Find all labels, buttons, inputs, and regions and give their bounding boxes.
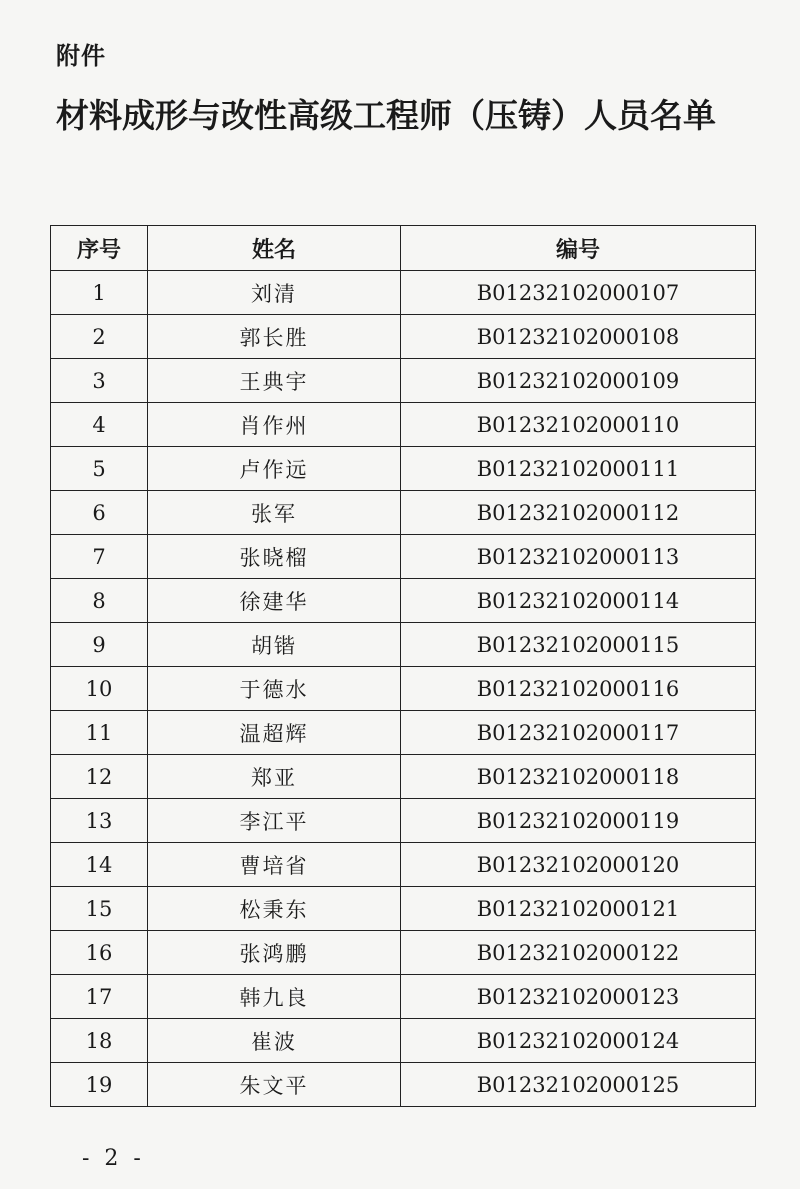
code-cell: B01232102000123: [401, 975, 756, 1019]
name-cell: 曹培省: [148, 843, 401, 887]
code-cell: B01232102000114: [401, 579, 756, 623]
table-row: [51, 931, 756, 975]
table-row: [51, 1019, 756, 1063]
table-row: [51, 579, 756, 623]
name-cell: 张军: [148, 491, 401, 535]
code-cell: B01232102000110: [401, 403, 756, 447]
seq-cell: 18: [51, 1019, 148, 1063]
name-cell: 郭长胜: [148, 315, 401, 359]
personnel-table: [50, 225, 756, 1107]
page-number: - 2 -: [82, 1146, 145, 1171]
name-cell: 张晓榴: [148, 535, 401, 579]
code-cell: B01232102000113: [401, 535, 756, 579]
code-cell: B01232102000122: [401, 931, 756, 975]
seq-cell: 4: [51, 403, 148, 447]
seq-cell: 14: [51, 843, 148, 887]
seq-cell: 17: [51, 975, 148, 1019]
table-row: [51, 843, 756, 887]
seq-cell: 12: [51, 755, 148, 799]
seq-cell: 10: [51, 667, 148, 711]
name-cell: 朱文平: [148, 1063, 401, 1107]
code-cell: B01232102000118: [401, 755, 756, 799]
name-cell: 肖作州: [148, 403, 401, 447]
code-cell: B01232102000116: [401, 667, 756, 711]
code-cell: B01232102000112: [401, 491, 756, 535]
seq-cell: 3: [51, 359, 148, 403]
table-row: [51, 711, 756, 755]
seq-cell: 1: [51, 271, 148, 315]
name-cell: 王典宇: [148, 359, 401, 403]
seq-cell: 11: [51, 711, 148, 755]
table-row: [51, 667, 756, 711]
name-cell: 徐建华: [148, 579, 401, 623]
seq-cell: 19: [51, 1063, 148, 1107]
code-cell: B01232102000124: [401, 1019, 756, 1063]
table-row: [51, 975, 756, 1019]
header-seq: 序号: [51, 226, 148, 271]
name-cell: 于德水: [148, 667, 401, 711]
table-row: [51, 799, 756, 843]
name-cell: 李江平: [148, 799, 401, 843]
seq-cell: 7: [51, 535, 148, 579]
code-cell: B01232102000108: [401, 315, 756, 359]
seq-cell: 13: [51, 799, 148, 843]
name-cell: 胡锴: [148, 623, 401, 667]
code-cell: B01232102000111: [401, 447, 756, 491]
table-row: [51, 535, 756, 579]
name-cell: 郑亚: [148, 755, 401, 799]
seq-cell: 5: [51, 447, 148, 491]
code-cell: B01232102000109: [401, 359, 756, 403]
attachment-label: 附件: [56, 42, 106, 70]
document-title: 材料成形与改性高级工程师（压铸）人员名单: [56, 96, 716, 135]
seq-cell: 15: [51, 887, 148, 931]
table-row: [51, 359, 756, 403]
seq-cell: 9: [51, 623, 148, 667]
name-cell: 张鸿鹏: [148, 931, 401, 975]
name-cell: 刘清: [148, 271, 401, 315]
header-name: 姓名: [148, 226, 401, 271]
seq-cell: 2: [51, 315, 148, 359]
table-row: [51, 755, 756, 799]
code-cell: B01232102000119: [401, 799, 756, 843]
name-cell: 韩九良: [148, 975, 401, 1019]
table-row: [51, 403, 756, 447]
table-header-row: [51, 226, 756, 271]
table-row: [51, 623, 756, 667]
table-row: [51, 887, 756, 931]
name-cell: 松秉东: [148, 887, 401, 931]
table-row: [51, 491, 756, 535]
seq-cell: 6: [51, 491, 148, 535]
seq-cell: 16: [51, 931, 148, 975]
table-row: [51, 271, 756, 315]
table-row: [51, 315, 756, 359]
name-cell: 崔波: [148, 1019, 401, 1063]
code-cell: B01232102000107: [401, 271, 756, 315]
table-row: [51, 447, 756, 491]
table-row: [51, 1063, 756, 1107]
code-cell: B01232102000120: [401, 843, 756, 887]
seq-cell: 8: [51, 579, 148, 623]
name-cell: 温超辉: [148, 711, 401, 755]
code-cell: B01232102000115: [401, 623, 756, 667]
header-code: 编号: [401, 226, 756, 271]
code-cell: B01232102000125: [401, 1063, 756, 1107]
name-cell: 卢作远: [148, 447, 401, 491]
code-cell: B01232102000117: [401, 711, 756, 755]
code-cell: B01232102000121: [401, 887, 756, 931]
